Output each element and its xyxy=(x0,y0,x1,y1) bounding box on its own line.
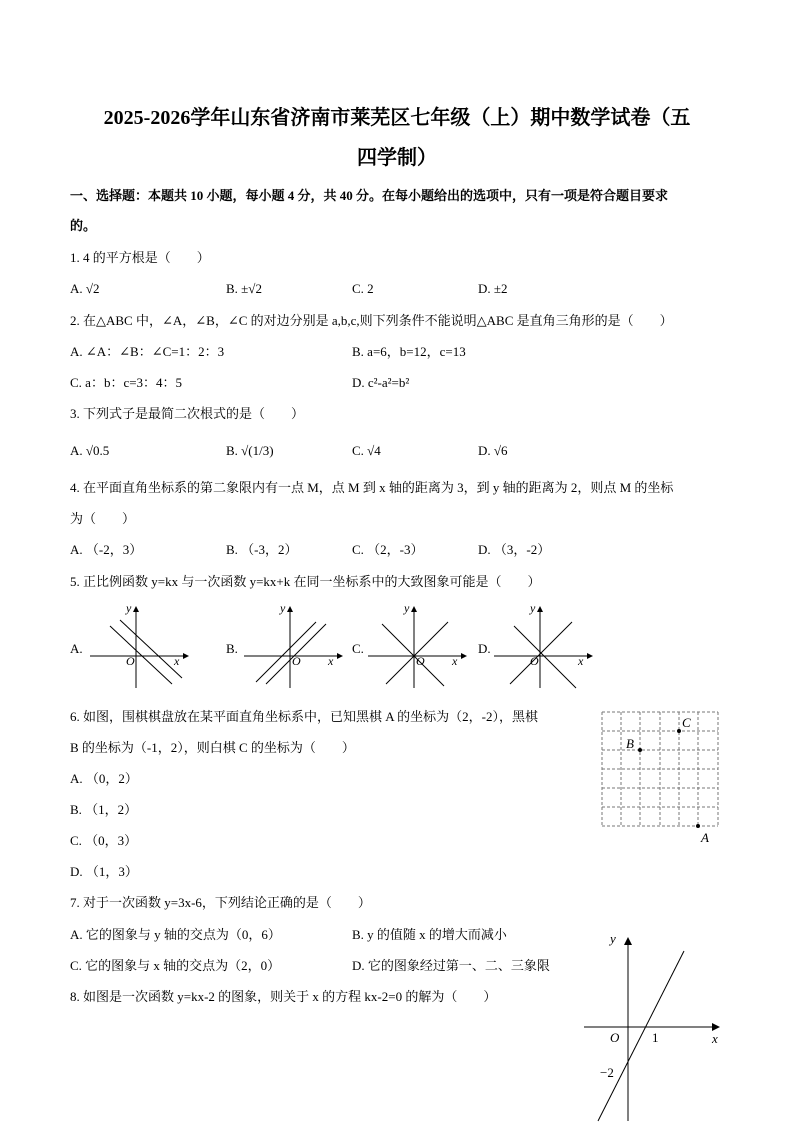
q6-stem-line2: B 的坐标为（-1，2），则白棋 C 的坐标为（ ） xyxy=(70,740,355,755)
q5-stem: 5. 正比例函数 y=kx 与一次函数 y=kx+k 在同一坐标系中的大致图象可能是（ ） xyxy=(70,574,541,589)
q8-tick-y: −2 xyxy=(600,1065,614,1080)
q4-option-c: C. （2，-3） xyxy=(352,542,424,557)
q5-graph-c-x: x xyxy=(452,654,458,668)
section1-heading-line2: 的。 xyxy=(70,218,97,233)
q8-graph xyxy=(580,925,730,1123)
q5-graph-d-origin: O xyxy=(530,654,539,668)
q7-option-d: D. 它的图象经过第一、二、三象限 xyxy=(352,958,550,973)
q5-graph-c-origin: O xyxy=(416,654,425,668)
q1-option-a: A. √2 xyxy=(70,281,100,296)
q7-option-a: A. 它的图象与 y 轴的交点为（0，6） xyxy=(70,927,281,942)
q8-tick-x: 1 xyxy=(652,1030,659,1045)
q1-option-d: D. ±2 xyxy=(478,281,508,296)
q5-graph-b-y: y xyxy=(280,601,286,615)
label-c: C xyxy=(682,715,691,730)
q5-graph-a-origin: O xyxy=(126,654,135,668)
q2-option-c: C. a：b：c=3：4：5 xyxy=(70,375,183,390)
q1-option-c: C. 2 xyxy=(352,281,374,296)
q6-stem-line1: 6. 如图，围棋棋盘放在某平面直角坐标系中，已知黑棋 A 的坐标为（2，-2），黑棋 xyxy=(70,709,539,724)
q5-graph-d-y: y xyxy=(530,601,536,615)
q5-option-c-label: C. xyxy=(352,641,364,656)
q1-stem: 1. 4 的平方根是（ ） xyxy=(70,250,210,265)
q7-option-b: B. y 的值随 x 的增大而减小 xyxy=(352,927,507,942)
section1-heading-line1: 一、选择题：本题共 10 小题，每小题 4 分，共 40 分。在每小题给出的选项中，只有一项是符合题目要求 xyxy=(70,188,669,203)
q3-option-d: D. √6 xyxy=(478,443,508,458)
q5-graph-d-x: x xyxy=(578,654,584,668)
q3-option-b: B. √(1/3) xyxy=(226,443,274,458)
q6-option-a: A. （0，2） xyxy=(70,771,138,786)
q5-option-a-label: A. xyxy=(70,641,83,656)
q7-option-c: C. 它的图象与 x 轴的交点为（2，0） xyxy=(70,958,281,973)
q3-option-c: C. √4 xyxy=(352,443,381,458)
q1-option-b: B. ±√2 xyxy=(226,281,262,296)
q6-option-c: C. （0，3） xyxy=(70,833,138,848)
q5-graph-a xyxy=(88,600,198,690)
q2-option-b: B. a=6，b=12，c=13 xyxy=(352,344,466,359)
label-b: B xyxy=(626,736,634,751)
q4-option-d: D. （3，-2） xyxy=(478,542,551,557)
label-a: A xyxy=(701,830,709,845)
q3-option-a: A. √0.5 xyxy=(70,443,110,458)
stone-c-dot xyxy=(677,729,681,733)
q5-graph-d xyxy=(492,600,602,690)
exam-title-line1: 2025-2026学年山东省济南市莱芜区七年级（上）期中数学试卷（五 xyxy=(103,107,691,129)
q8-origin: O xyxy=(610,1030,620,1045)
q8-axis-x: x xyxy=(712,1031,718,1046)
stone-a-dot xyxy=(696,824,700,828)
q2-option-d: D. c²-a²=b² xyxy=(352,375,410,390)
q2-stem: 2. 在△ABC 中，∠A，∠B，∠C 的对边分别是 a,b,c,则下列条件不能说明△ABC 是直角三角形的是（ ） xyxy=(70,313,673,328)
q2-option-a: A. ∠A：∠B：∠C=1：2：3 xyxy=(70,344,225,359)
q4-stem-line2: 为（ ） xyxy=(70,511,136,526)
q6-option-b: B. （1，2） xyxy=(70,802,138,817)
q5-option-b-label: B. xyxy=(226,641,238,656)
q5-option-d-label: D. xyxy=(478,641,491,656)
exam-title-line2: 四学制） xyxy=(357,147,437,169)
q8-stem: 8. 如图是一次函数 y=kx-2 的图象，则关于 x 的方程 kx-2=0 的解为（ ） xyxy=(70,989,497,1004)
q5-graph-a-x: x xyxy=(174,654,180,668)
q6-option-d: D. （1，3） xyxy=(70,864,138,879)
q3-stem: 3. 下列式子是最简二次根式的是（ ） xyxy=(70,406,305,421)
q5-graph-c xyxy=(366,600,476,690)
q8-axis-y: y xyxy=(610,931,616,946)
q5-graph-b-origin: O xyxy=(292,654,301,668)
stone-b-dot xyxy=(638,748,642,752)
q4-option-a: A. （-2，3） xyxy=(70,542,143,557)
q5-graph-b-x: x xyxy=(328,654,334,668)
q4-stem-line1: 4. 在平面直角坐标系的第二象限内有一点 M，点 M 到 x 轴的距离为 3，到 y 轴的距离为 2，则点 M 的坐标 xyxy=(70,480,674,495)
q5-graph-a-y: y xyxy=(126,601,132,615)
q7-stem: 7. 对于一次函数 y=3x-6，下列结论正确的是（ ） xyxy=(70,895,371,910)
q5-graph-b xyxy=(242,600,352,690)
q5-graph-c-y: y xyxy=(404,601,410,615)
go-board-figure xyxy=(598,706,723,848)
q4-option-b: B. （-3，2） xyxy=(226,542,298,557)
